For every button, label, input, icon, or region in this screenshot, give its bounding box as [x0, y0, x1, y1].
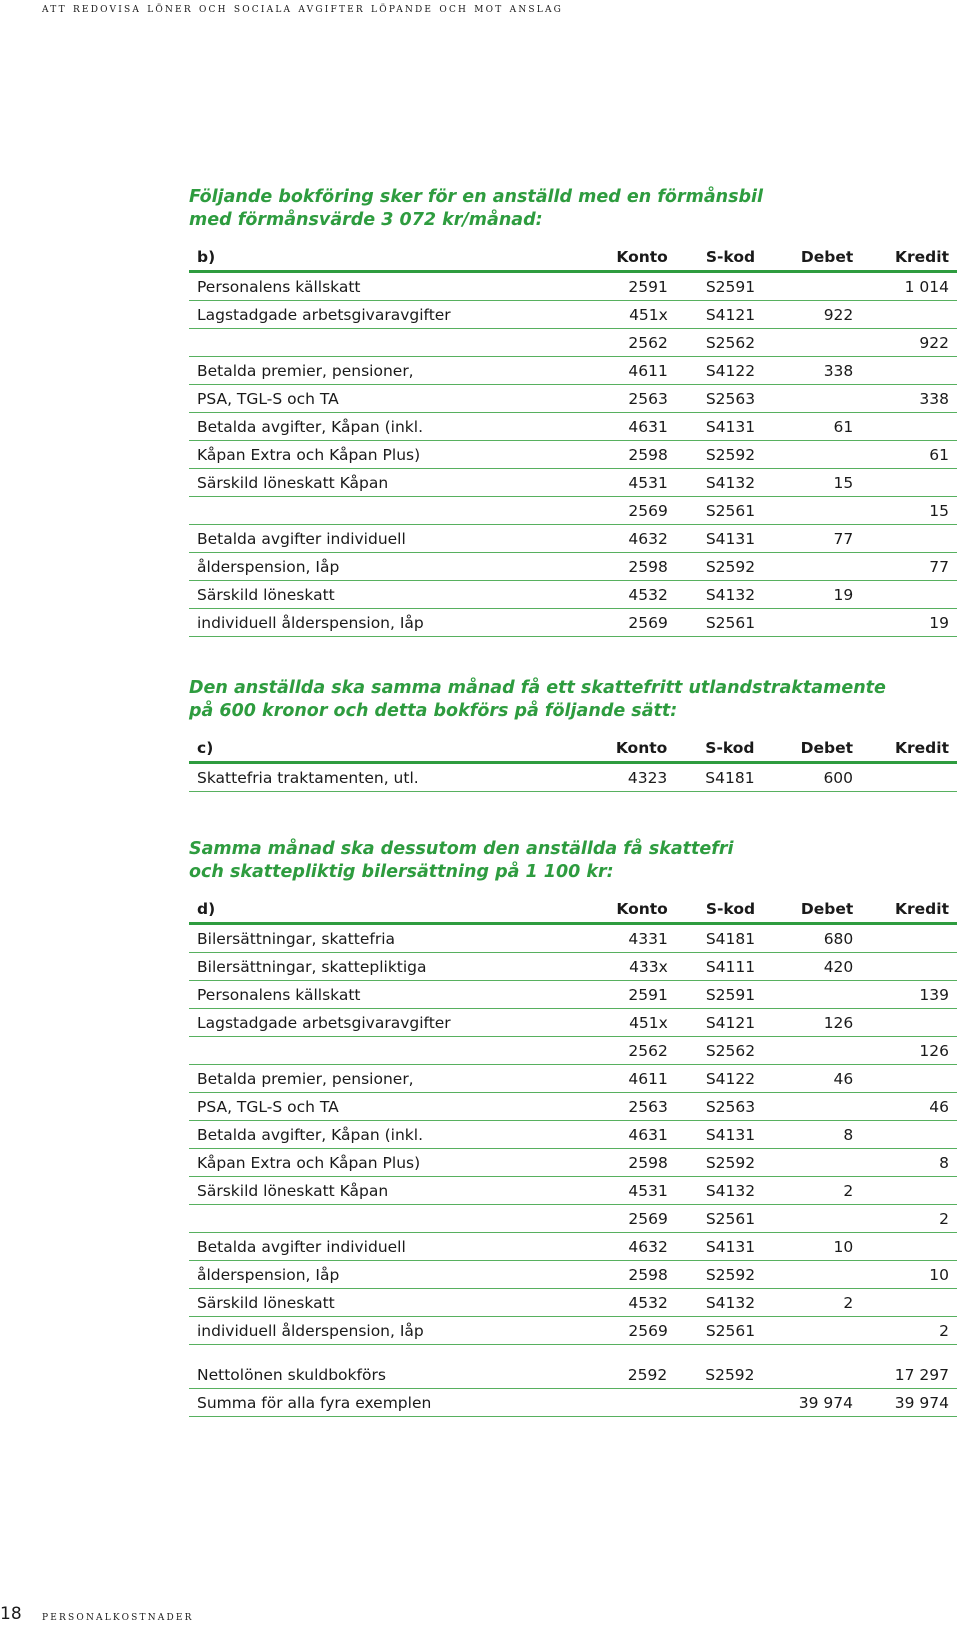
cell-label: Bilersättningar, skattefria — [189, 924, 589, 953]
cell-konto: 451x — [589, 301, 668, 329]
cell-debet: 15 — [794, 469, 854, 497]
cell-debet — [794, 1093, 854, 1121]
cell-label: Betalda avgifter individuell — [189, 1233, 589, 1261]
table-row — [189, 1205, 957, 1233]
cell-debet — [794, 1261, 854, 1289]
cell-kredit: 1 014 — [853, 272, 957, 301]
section-d-heading-line1: Samma månad ska dessutom den anställda få skattefri — [189, 839, 734, 859]
cell-kredit: 2 — [853, 1205, 957, 1233]
cell-label: Bilersättningar, skattepliktiga — [189, 953, 589, 981]
cell-skod: S2562 — [668, 329, 794, 357]
cell-konto: 2592 — [589, 1361, 667, 1389]
cell-label: Kåpan Extra och Kåpan Plus) — [189, 441, 589, 469]
table-row — [189, 581, 957, 609]
cell-konto: 2569 — [589, 1205, 668, 1233]
cell-label: Personalens källskatt — [189, 272, 589, 301]
header-skod: S-kod — [668, 243, 794, 272]
table-header-row — [189, 895, 957, 924]
cell-debet: 77 — [794, 525, 854, 553]
header-kredit: Kredit — [853, 895, 957, 924]
cell-label: Lagstadgade arbetsgivaravgifter — [189, 301, 589, 329]
cell-label: Kåpan Extra och Kåpan Plus) — [189, 1149, 589, 1177]
cell-skod: S4131 — [668, 525, 794, 553]
section-b-heading — [189, 186, 957, 232]
table-row — [189, 413, 957, 441]
cell-debet — [794, 1205, 854, 1233]
table-row — [189, 1149, 957, 1177]
header-label: d) — [189, 895, 589, 924]
cell-kredit: 61 — [853, 441, 957, 469]
cell-debet — [794, 385, 854, 413]
cell-kredit — [853, 357, 957, 385]
ledger-table-c — [189, 734, 957, 792]
header-konto: Konto — [589, 734, 668, 763]
cell-label: individuell ålderspension, Iåp — [189, 609, 589, 637]
cell-debet: 680 — [794, 924, 854, 953]
cell-kredit — [853, 1121, 957, 1149]
table-row — [189, 1121, 957, 1149]
cell-label — [189, 1037, 589, 1065]
cell-skod: S4132 — [668, 469, 794, 497]
cell-konto: 4611 — [589, 1065, 668, 1093]
table-row — [189, 1093, 957, 1121]
cell-konto: 4611 — [589, 357, 668, 385]
cell-debet — [794, 441, 854, 469]
cell-skod: S2561 — [668, 1205, 794, 1233]
running-header: att redovisa löner och sociala avgifter löpande och mot anslag — [42, 0, 564, 15]
cell-skod: S4132 — [668, 581, 794, 609]
cell-konto: 2569 — [589, 1317, 668, 1345]
summary-table — [189, 1361, 957, 1417]
cell-konto: 2563 — [589, 385, 668, 413]
cell-skod: S4131 — [668, 1233, 794, 1261]
cell-label: Nettolönen skuldbokförs — [189, 1361, 589, 1389]
table-row — [189, 1261, 957, 1289]
section-c-heading-line2: på 600 kronor och detta bokförs på följande sätt: — [189, 701, 678, 721]
cell-skod: S2591 — [668, 272, 794, 301]
cell-konto: 2562 — [589, 1037, 668, 1065]
cell-kredit — [853, 413, 957, 441]
table-row — [189, 981, 957, 1009]
cell-konto: 4331 — [589, 924, 668, 953]
cell-kredit — [853, 1009, 957, 1037]
section-b-heading-line2: med förmånsvärde 3 072 kr/månad: — [189, 210, 543, 230]
table-row — [189, 1009, 957, 1037]
cell-label: Särskild löneskatt — [189, 581, 589, 609]
cell-label: Personalens källskatt — [189, 981, 589, 1009]
cell-konto: 2591 — [589, 981, 668, 1009]
cell-skod: S2592 — [667, 1361, 793, 1389]
section-d — [189, 838, 957, 1345]
cell-konto: 433x — [589, 953, 668, 981]
cell-konto: 4631 — [589, 413, 668, 441]
cell-kredit — [853, 469, 957, 497]
cell-label: PSA, TGL-S och TA — [189, 1093, 589, 1121]
cell-debet: 10 — [794, 1233, 854, 1261]
cell-skod: S4131 — [668, 413, 794, 441]
cell-konto: 2598 — [589, 553, 668, 581]
cell-label: ålderspension, Iåp — [189, 1261, 589, 1289]
cell-kredit: 39 974 — [853, 1389, 957, 1417]
cell-konto: 4532 — [589, 1289, 668, 1317]
table-row — [189, 1289, 957, 1317]
header-skod: S-kod — [668, 895, 794, 924]
cell-kredit — [853, 924, 957, 953]
header-label: c) — [189, 734, 589, 763]
cell-label: Betalda premier, pensioner, — [189, 1065, 589, 1093]
section-c-heading-line1: Den anställda ska samma månad få ett skattefritt utlandstraktamente — [189, 678, 886, 698]
section-c-heading — [189, 677, 957, 723]
cell-kredit: 338 — [853, 385, 957, 413]
cell-kredit — [853, 301, 957, 329]
cell-debet — [793, 1361, 853, 1389]
cell-kredit: 126 — [853, 1037, 957, 1065]
section-d-heading — [189, 838, 957, 884]
table-row — [189, 301, 957, 329]
cell-debet — [794, 609, 854, 637]
cell-skod: S2562 — [668, 1037, 794, 1065]
header-debet: Debet — [794, 243, 854, 272]
table-row — [189, 1317, 957, 1345]
table-row — [189, 1177, 957, 1205]
header-kredit: Kredit — [853, 243, 957, 272]
cell-skod: S2592 — [668, 1149, 794, 1177]
cell-skod: S4121 — [668, 1009, 794, 1037]
header-konto: Konto — [589, 243, 668, 272]
cell-skod: S4132 — [668, 1177, 794, 1205]
cell-konto — [589, 1389, 667, 1417]
table-row — [189, 763, 957, 792]
cell-konto: 2598 — [589, 441, 668, 469]
cell-kredit — [853, 1233, 957, 1261]
cell-debet: 420 — [794, 953, 854, 981]
summary-section — [189, 1361, 957, 1417]
cell-debet — [794, 981, 854, 1009]
cell-debet: 8 — [794, 1121, 854, 1149]
cell-skod: S2592 — [668, 553, 794, 581]
cell-debet — [794, 497, 854, 525]
cell-label: Särskild löneskatt — [189, 1289, 589, 1317]
cell-konto: 4531 — [589, 469, 668, 497]
cell-skod: S4181 — [667, 763, 793, 792]
cell-debet — [794, 329, 854, 357]
cell-skod: S2561 — [668, 497, 794, 525]
cell-label — [189, 497, 589, 525]
cell-label: Särskild löneskatt Kåpan — [189, 469, 589, 497]
cell-debet: 338 — [794, 357, 854, 385]
cell-label: Summa för alla fyra exemplen — [189, 1389, 589, 1417]
section-b-heading-line1: Följande bokföring sker för en anställd med en förmånsbil — [189, 187, 764, 207]
cell-kredit: 139 — [853, 981, 957, 1009]
cell-skod: S4122 — [668, 357, 794, 385]
cell-debet — [794, 1037, 854, 1065]
cell-label: Lagstadgade arbetsgivaravgifter — [189, 1009, 589, 1037]
cell-skod: S2592 — [668, 1261, 794, 1289]
cell-kredit — [853, 581, 957, 609]
header-konto: Konto — [589, 895, 668, 924]
table-row — [189, 924, 957, 953]
cell-debet: 2 — [794, 1289, 854, 1317]
cell-konto: 2598 — [589, 1261, 668, 1289]
cell-konto: 4632 — [589, 1233, 668, 1261]
section-d-heading-line2: och skattepliktig bilersättning på 1 100 kr: — [189, 862, 614, 882]
cell-konto: 4532 — [589, 581, 668, 609]
table-row — [189, 1389, 957, 1417]
cell-konto: 4323 — [589, 763, 668, 792]
cell-kredit — [853, 953, 957, 981]
cell-kredit — [853, 1065, 957, 1093]
header-debet: Debet — [793, 734, 853, 763]
table-row — [189, 497, 957, 525]
cell-konto: 2563 — [589, 1093, 668, 1121]
cell-kredit: 10 — [853, 1261, 957, 1289]
footer-title: personalkostnader — [42, 1608, 194, 1623]
cell-debet: 2 — [794, 1177, 854, 1205]
page-number: 18 — [0, 1604, 22, 1624]
cell-kredit: 46 — [853, 1093, 957, 1121]
cell-skod: S4121 — [668, 301, 794, 329]
cell-skod: S2592 — [668, 441, 794, 469]
cell-skod: S2563 — [668, 385, 794, 413]
table-row — [189, 1037, 957, 1065]
cell-label: individuell ålderspension, Iåp — [189, 1317, 589, 1345]
cell-konto: 2569 — [589, 609, 668, 637]
cell-debet — [794, 272, 854, 301]
cell-debet: 922 — [794, 301, 854, 329]
table-row — [189, 385, 957, 413]
cell-kredit — [853, 763, 957, 792]
cell-skod: S4131 — [668, 1121, 794, 1149]
cell-skod: S4111 — [668, 953, 794, 981]
cell-kredit: 77 — [853, 553, 957, 581]
cell-debet — [794, 1317, 854, 1345]
cell-konto: 4631 — [589, 1121, 668, 1149]
table-row — [189, 441, 957, 469]
cell-label: Särskild löneskatt Kåpan — [189, 1177, 589, 1205]
ledger-table-d — [189, 895, 957, 1345]
cell-debet: 600 — [793, 763, 853, 792]
section-b — [189, 186, 957, 637]
cell-label: Betalda avgifter, Kåpan (inkl. — [189, 1121, 589, 1149]
table-row — [189, 1065, 957, 1093]
cell-kredit: 922 — [853, 329, 957, 357]
table-row — [189, 469, 957, 497]
cell-kredit — [853, 525, 957, 553]
header-kredit: Kredit — [853, 734, 957, 763]
cell-kredit: 17 297 — [853, 1361, 957, 1389]
cell-skod: S2591 — [668, 981, 794, 1009]
table-row — [189, 1233, 957, 1261]
cell-label: PSA, TGL-S och TA — [189, 385, 589, 413]
cell-skod — [667, 1389, 793, 1417]
cell-kredit — [853, 1289, 957, 1317]
table-row — [189, 525, 957, 553]
cell-label: Skattefria traktamenten, utl. — [189, 763, 589, 792]
cell-label — [189, 1205, 589, 1233]
cell-skod: S4132 — [668, 1289, 794, 1317]
cell-debet: 19 — [794, 581, 854, 609]
cell-kredit: 2 — [853, 1317, 957, 1345]
table-header-row — [189, 734, 957, 763]
cell-skod: S2561 — [668, 1317, 794, 1345]
table-row — [189, 1361, 957, 1389]
cell-label — [189, 329, 589, 357]
cell-debet — [794, 1149, 854, 1177]
cell-konto: 4632 — [589, 525, 668, 553]
cell-konto: 451x — [589, 1009, 668, 1037]
cell-kredit: 15 — [853, 497, 957, 525]
cell-skod: S2563 — [668, 1093, 794, 1121]
cell-debet: 39 974 — [793, 1389, 853, 1417]
cell-skod: S4122 — [668, 1065, 794, 1093]
cell-konto: 4531 — [589, 1177, 668, 1205]
table-row — [189, 553, 957, 581]
cell-kredit: 8 — [853, 1149, 957, 1177]
header-debet: Debet — [794, 895, 854, 924]
cell-konto: 2569 — [589, 497, 668, 525]
header-skod: S-kod — [667, 734, 793, 763]
cell-konto: 2562 — [589, 329, 668, 357]
cell-skod: S2561 — [668, 609, 794, 637]
cell-label: ålderspension, Iåp — [189, 553, 589, 581]
cell-konto: 2598 — [589, 1149, 668, 1177]
ledger-table-b — [189, 243, 957, 637]
table-row — [189, 272, 957, 301]
cell-debet: 126 — [794, 1009, 854, 1037]
cell-debet — [794, 553, 854, 581]
cell-kredit — [853, 1177, 957, 1205]
cell-kredit: 19 — [853, 609, 957, 637]
header-label: b) — [189, 243, 589, 272]
cell-label: Betalda avgifter individuell — [189, 525, 589, 553]
cell-debet: 61 — [794, 413, 854, 441]
section-c — [189, 677, 957, 792]
cell-label: Betalda premier, pensioner, — [189, 357, 589, 385]
cell-konto: 2591 — [589, 272, 668, 301]
table-row — [189, 357, 957, 385]
cell-debet: 46 — [794, 1065, 854, 1093]
table-row — [189, 329, 957, 357]
cell-label: Betalda avgifter, Kåpan (inkl. — [189, 413, 589, 441]
table-header-row — [189, 243, 957, 272]
table-row — [189, 609, 957, 637]
table-row — [189, 953, 957, 981]
cell-skod: S4181 — [668, 924, 794, 953]
